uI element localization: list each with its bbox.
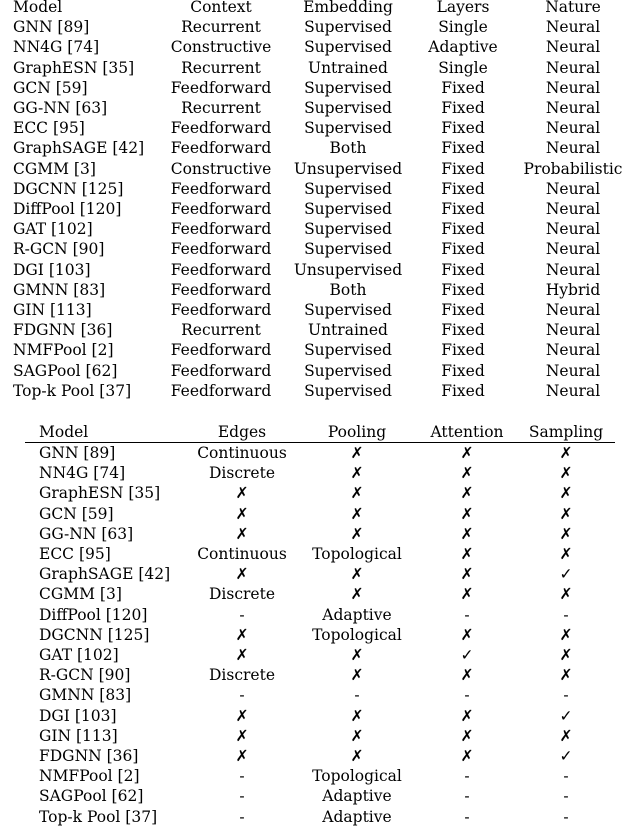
model-name-cell: ECC [95] <box>13 119 85 138</box>
table-row <box>13 340 635 360</box>
table-cell: Neural <box>545 361 601 380</box>
model-name-cell: Top-k Pool [37] <box>39 807 158 826</box>
model-name-cell: FDGNN [36] <box>39 747 139 766</box>
table-cell: Supervised <box>304 301 392 320</box>
model-features-table <box>25 422 615 827</box>
table-row <box>13 280 635 300</box>
table-cell: ✗ <box>460 585 474 604</box>
table-row <box>25 665 615 685</box>
table-cell: Fixed <box>441 260 485 279</box>
table-cell: Supervised <box>304 361 392 380</box>
table-cell: ✗ <box>350 585 364 604</box>
table-cell: ✓ <box>559 706 573 725</box>
table-cell: Neural <box>545 119 601 138</box>
header-context: Context <box>190 0 252 16</box>
table-cell: Recurrent <box>181 58 261 77</box>
model-name-cell: GCN [59] <box>13 78 88 97</box>
table-row <box>13 381 635 401</box>
table-cell: ✗ <box>350 565 364 584</box>
model-name-cell: DiffPool [120] <box>13 200 122 219</box>
model-name-cell: GNN [89] <box>39 444 116 462</box>
table-cell: ✗ <box>460 565 474 584</box>
header-row <box>13 0 635 17</box>
table-cell: Adaptive <box>428 38 498 57</box>
table-row <box>13 118 635 138</box>
table-cell: ✗ <box>350 646 364 665</box>
table-cell: Unsupervised <box>293 260 403 279</box>
table-cell: Neural <box>545 58 601 77</box>
table-cell: ✗ <box>235 646 249 665</box>
table-cell: ✗ <box>460 726 474 745</box>
table-cell: Fixed <box>441 321 485 340</box>
table-cell: Continuous <box>197 545 287 564</box>
model-name-cell: NMFPool [2] <box>39 767 140 786</box>
model-name-cell: CGMM [3] <box>13 159 96 178</box>
model-name-cell: R-GCN [90] <box>39 666 131 685</box>
table-row <box>25 726 615 746</box>
table-cell: ✗ <box>559 484 573 503</box>
table-row <box>25 483 615 503</box>
table-row <box>13 239 635 259</box>
table-cell: - <box>563 686 569 705</box>
table-cell: - <box>464 605 470 624</box>
model-name-cell: GraphSAGE [42] <box>13 139 145 158</box>
table-cell: - <box>239 787 245 806</box>
table-cell: ✗ <box>460 504 474 523</box>
table-cell: Neural <box>545 301 601 320</box>
table-cell: Feedforward <box>170 341 272 360</box>
header-sampling: Sampling <box>517 422 615 443</box>
table-cell: Topological <box>312 767 402 786</box>
header-embedding: Embedding <box>303 0 393 16</box>
table-cell: ✗ <box>460 444 474 462</box>
table-cell: Feedforward <box>170 139 272 158</box>
table-cell: Neural <box>545 38 601 57</box>
table-cell: ✗ <box>559 646 573 665</box>
table-row <box>25 685 615 705</box>
table-cell: - <box>354 686 360 705</box>
table-cell: Fixed <box>441 200 485 219</box>
table-cell: Fixed <box>441 99 485 118</box>
table-row <box>13 320 635 340</box>
header-edges: Edges <box>187 422 297 443</box>
table-cell: ✗ <box>235 565 249 584</box>
table-cell: Neural <box>545 18 601 37</box>
model-name-cell: CGMM [3] <box>39 585 122 604</box>
table-cell: Supervised <box>304 240 392 259</box>
model-name-cell: GraphESN [35] <box>39 484 161 503</box>
model-name-cell: GMNN [83] <box>13 280 106 299</box>
table-cell: ✓ <box>559 565 573 584</box>
table-row <box>13 98 635 118</box>
table-cell: Feedforward <box>170 280 272 299</box>
table-row <box>13 260 635 280</box>
table-cell: Neural <box>545 200 601 219</box>
table-row <box>13 37 635 57</box>
header-model: Model <box>13 0 63 16</box>
model-name-cell: GAT [102] <box>13 220 93 239</box>
table-cell: Recurrent <box>181 18 261 37</box>
table-row <box>13 17 635 37</box>
table-cell: Neural <box>545 220 601 239</box>
model-name-cell: GNN [89] <box>13 18 90 37</box>
table-cell: Supervised <box>304 200 392 219</box>
table-cell: Feedforward <box>170 240 272 259</box>
table-cell: Neural <box>545 179 601 198</box>
table-cell: - <box>563 807 569 826</box>
table-cell: Supervised <box>304 179 392 198</box>
table-cell: Hybrid <box>545 280 601 299</box>
table-cell: ✗ <box>350 464 364 483</box>
table-cell: Adaptive <box>322 807 392 826</box>
model-name-cell: GraphSAGE [42] <box>39 565 171 584</box>
table-cell: ✓ <box>460 646 474 665</box>
table-header <box>13 0 635 17</box>
table-row <box>25 645 615 665</box>
table-cell: ✗ <box>559 444 573 462</box>
table-cell: ✗ <box>235 625 249 644</box>
table-row <box>25 504 615 524</box>
table-cell: Fixed <box>441 240 485 259</box>
model-name-cell: GCN [59] <box>39 504 114 523</box>
table-cell: Fixed <box>441 381 485 400</box>
table-cell: Neural <box>545 341 601 360</box>
table-cell: - <box>563 605 569 624</box>
table-cell: Neural <box>545 240 601 259</box>
table-cell: Feedforward <box>170 200 272 219</box>
table-cell: Fixed <box>441 220 485 239</box>
table-cell: Supervised <box>304 220 392 239</box>
table-cell: Continuous <box>197 444 287 462</box>
table-cell: Supervised <box>304 381 392 400</box>
table-cell: ✗ <box>460 747 474 766</box>
table-row <box>13 159 635 179</box>
table-cell: Neural <box>545 381 601 400</box>
table-cell: Feedforward <box>170 220 272 239</box>
table-cell: Supervised <box>304 341 392 360</box>
table-cell: - <box>563 787 569 806</box>
table-cell: ✗ <box>350 524 364 543</box>
table-row <box>13 138 635 158</box>
table-cell: Neural <box>545 321 601 340</box>
table-cell: Supervised <box>304 78 392 97</box>
table-cell: Neural <box>545 99 601 118</box>
header-row <box>25 422 615 443</box>
table-row <box>13 219 635 239</box>
table-row <box>25 766 615 786</box>
model-name-cell: SAGPool [62] <box>13 361 118 380</box>
table-cell: Both <box>329 139 367 158</box>
table-cell: Fixed <box>441 301 485 320</box>
table-cell: ✗ <box>235 504 249 523</box>
table-cell: ✗ <box>460 625 474 644</box>
table-cell: Probabilistic <box>523 159 623 178</box>
model-name-cell: GG-NN [63] <box>39 524 134 543</box>
table-cell: ✗ <box>559 504 573 523</box>
model-name-cell: DGI [103] <box>13 260 91 279</box>
model-name-cell: DGCNN [125] <box>39 625 150 644</box>
model-name-cell: NMFPool [2] <box>13 341 114 360</box>
table-cell: Single <box>438 58 488 77</box>
table-cell: - <box>563 767 569 786</box>
table-cell: ✗ <box>460 545 474 564</box>
table-cell: ✗ <box>559 545 573 564</box>
model-name-cell: GG-NN [63] <box>13 99 108 118</box>
model-name-cell: GraphESN [35] <box>13 58 135 77</box>
table-cell: Feedforward <box>170 381 272 400</box>
table-cell: Fixed <box>441 119 485 138</box>
header-layers: Layers <box>436 0 490 16</box>
table-cell: - <box>464 686 470 705</box>
table-cell: Fixed <box>441 361 485 380</box>
table-cell: Discrete <box>208 585 275 604</box>
table-row <box>25 584 615 604</box>
model-name-cell: GAT [102] <box>39 646 119 665</box>
header-nature: Nature <box>545 0 601 16</box>
table-cell: Neural <box>545 139 601 158</box>
table-cell: Fixed <box>441 179 485 198</box>
table-cell: Fixed <box>441 139 485 158</box>
table-cell: Untrained <box>308 58 388 77</box>
table-row <box>25 524 615 544</box>
table-cell: Feedforward <box>170 119 272 138</box>
table-cell: ✗ <box>559 726 573 745</box>
table-cell: - <box>239 807 245 826</box>
table-cell: ✗ <box>559 524 573 543</box>
model-name-cell: NN4G [74] <box>39 464 126 483</box>
table-cell: Supervised <box>304 18 392 37</box>
model-name-cell: DGI [103] <box>39 706 117 725</box>
table-cell: Supervised <box>304 38 392 57</box>
table-row <box>25 706 615 726</box>
table-cell: Topological <box>312 625 402 644</box>
table-cell: ✗ <box>350 706 364 725</box>
table-cell: Feedforward <box>170 78 272 97</box>
table-cell: Untrained <box>308 321 388 340</box>
table-body <box>13 17 635 401</box>
table-cell: Discrete <box>208 666 275 685</box>
table-row <box>25 746 615 766</box>
table-cell: ✗ <box>235 747 249 766</box>
table-cell: ✗ <box>559 464 573 483</box>
model-name-cell: DGCNN [125] <box>13 179 124 198</box>
table-cell: ✗ <box>235 706 249 725</box>
table-cell: ✗ <box>350 726 364 745</box>
table-cell: Recurrent <box>181 321 261 340</box>
model-name-cell: DiffPool [120] <box>39 605 148 624</box>
table-cell: ✗ <box>350 666 364 685</box>
table-row <box>13 300 635 320</box>
table-cell: - <box>239 767 245 786</box>
table-cell: Feedforward <box>170 361 272 380</box>
table-cell: Adaptive <box>322 787 392 806</box>
table-row <box>25 443 615 464</box>
table-cell: Constructive <box>170 159 272 178</box>
table-cell: Fixed <box>441 341 485 360</box>
table-cell: Feedforward <box>170 179 272 198</box>
model-name-cell: Top-k Pool [37] <box>13 381 132 400</box>
table-row <box>13 58 635 78</box>
table-cell: Neural <box>545 78 601 97</box>
table-cell: - <box>239 686 245 705</box>
table-cell: ✗ <box>460 484 474 503</box>
table-row <box>13 361 635 381</box>
table-cell: ✗ <box>350 484 364 503</box>
table-row <box>25 564 615 584</box>
model-name-cell: GIN [113] <box>13 301 92 320</box>
table-cell: Topological <box>312 545 402 564</box>
table-cell: ✓ <box>559 747 573 766</box>
table-cell: ✗ <box>559 625 573 644</box>
table-cell: Fixed <box>441 280 485 299</box>
table-row <box>25 463 615 483</box>
table-cell: - <box>464 787 470 806</box>
table-cell: ✗ <box>460 706 474 725</box>
table-cell: - <box>464 807 470 826</box>
table-cell: Single <box>438 18 488 37</box>
table-cell: Feedforward <box>170 260 272 279</box>
model-name-cell: FDGNN [36] <box>13 321 113 340</box>
table-cell: ✗ <box>235 484 249 503</box>
model-name-cell: GIN [113] <box>39 726 118 745</box>
table-cell: ✗ <box>235 726 249 745</box>
header-model: Model <box>25 422 187 443</box>
table-cell: Discrete <box>208 464 275 483</box>
header-attention: Attention <box>417 422 517 443</box>
table-cell: Fixed <box>441 159 485 178</box>
table-cell: Feedforward <box>170 301 272 320</box>
model-name-cell: GMNN [83] <box>39 686 132 705</box>
table-cell: Recurrent <box>181 99 261 118</box>
table-cell: Supervised <box>304 99 392 118</box>
table-cell: - <box>239 605 245 624</box>
model-name-cell: NN4G [74] <box>13 38 100 57</box>
header-pooling: Pooling <box>297 422 417 443</box>
table-body <box>25 443 615 827</box>
table-cell: Both <box>329 280 367 299</box>
table-cell: ✗ <box>235 524 249 543</box>
table-cell: ✗ <box>350 747 364 766</box>
table-cell: ✗ <box>460 666 474 685</box>
model-properties-table <box>13 0 635 401</box>
table-row <box>13 78 635 98</box>
table-row <box>13 179 635 199</box>
table-cell: - <box>464 767 470 786</box>
table-header <box>25 422 615 443</box>
table-row <box>13 199 635 219</box>
table-cell: ✗ <box>460 464 474 483</box>
table-row <box>25 807 615 827</box>
table-cell: Supervised <box>304 119 392 138</box>
table-cell: Unsupervised <box>293 159 403 178</box>
table-cell: ✗ <box>460 524 474 543</box>
table-cell: ✗ <box>559 666 573 685</box>
table-row <box>25 605 615 625</box>
table-cell: Neural <box>545 260 601 279</box>
table-cell: Constructive <box>170 38 272 57</box>
table-cell: Adaptive <box>322 605 392 624</box>
model-name-cell: SAGPool [62] <box>39 787 144 806</box>
table-row <box>25 625 615 645</box>
table-row <box>25 786 615 806</box>
table-cell: ✗ <box>559 585 573 604</box>
model-name-cell: ECC [95] <box>39 545 111 564</box>
table-cell: ✗ <box>350 504 364 523</box>
model-name-cell: R-GCN [90] <box>13 240 105 259</box>
table-cell: Fixed <box>441 78 485 97</box>
table-cell: ✗ <box>350 444 364 462</box>
table-row <box>25 544 615 564</box>
